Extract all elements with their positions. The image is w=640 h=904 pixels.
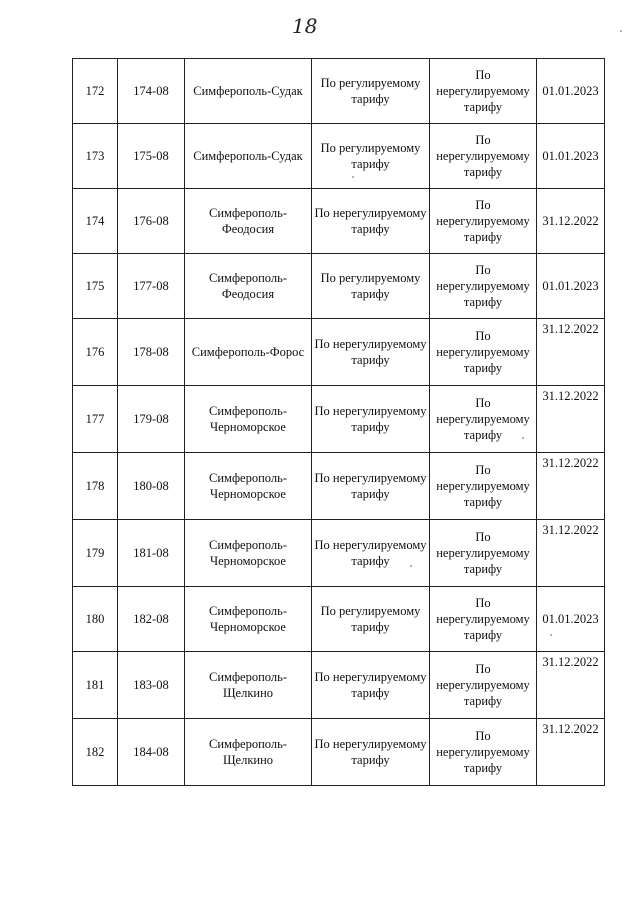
cell-route-name: Симферополь-Черноморское <box>185 453 312 520</box>
cell-tariff-type: По нерегулируемому тарифу <box>312 520 430 587</box>
cell-other-tariff-type: По нерегулируемому тарифу <box>430 652 537 719</box>
cell-other-tariff-type: По нерегулируемому тарифу <box>430 319 537 386</box>
cell-route-code: 182-08 <box>118 587 185 652</box>
table-row <box>73 189 605 254</box>
cell-row-number: 174 <box>73 189 118 254</box>
cell-other-tariff-type: По нерегулируемому тарифу <box>430 719 537 786</box>
cell-tariff-type: По регулируемому тарифу <box>312 124 430 189</box>
cell-route-code: 179-08 <box>118 386 185 453</box>
cell-date: 01.01.2023 <box>537 587 605 652</box>
cell-other-tariff-type: По нерегулируемому тарифу <box>430 587 537 652</box>
cell-other-tariff-type: По нерегулируемому тарифу <box>430 453 537 520</box>
table-row <box>73 652 605 719</box>
cell-date: 31.12.2022 <box>537 319 605 386</box>
cell-other-tariff-type: По нерегулируемому тарифу <box>430 189 537 254</box>
table-row <box>73 124 605 189</box>
cell-date: 31.12.2022 <box>537 719 605 786</box>
cell-tariff-type: По нерегулируемому тарифу <box>312 652 430 719</box>
cell-route-code: 174-08 <box>118 59 185 124</box>
cell-route-name: Симферополь-Феодосия <box>185 189 312 254</box>
cell-route-name: Симферополь-Феодосия <box>185 254 312 319</box>
cell-row-number: 182 <box>73 719 118 786</box>
routes-table-body <box>73 59 605 786</box>
cell-row-number: 173 <box>73 124 118 189</box>
cell-route-name: Симферополь-Черноморское <box>185 386 312 453</box>
cell-route-name: Симферополь-Щелкино <box>185 719 312 786</box>
cell-route-code: 178-08 <box>118 319 185 386</box>
cell-route-code: 181-08 <box>118 520 185 587</box>
cell-tariff-type: По регулируемому тарифу <box>312 587 430 652</box>
cell-row-number: 180 <box>73 587 118 652</box>
cell-tariff-type: По нерегулируемому тарифу <box>312 189 430 254</box>
cell-tariff-type: По нерегулируемому тарифу <box>312 453 430 520</box>
cell-route-name: Симферополь-Судак <box>185 124 312 189</box>
cell-route-name: Симферополь-Судак <box>185 59 312 124</box>
cell-route-code: 180-08 <box>118 453 185 520</box>
cell-other-tariff-type: По нерегулируемому тарифу <box>430 520 537 587</box>
cell-tariff-type: По регулируемому тарифу <box>312 254 430 319</box>
scan-speck <box>620 30 622 32</box>
cell-row-number: 177 <box>73 386 118 453</box>
cell-row-number: 181 <box>73 652 118 719</box>
page-number: 18 <box>292 14 318 38</box>
cell-row-number: 175 <box>73 254 118 319</box>
scan-speck <box>522 437 524 439</box>
table-row <box>73 719 605 786</box>
scan-speck <box>550 634 552 636</box>
cell-other-tariff-type: По нерегулируемому тарифу <box>430 254 537 319</box>
cell-route-code: 184-08 <box>118 719 185 786</box>
cell-date: 01.01.2023 <box>537 59 605 124</box>
table-row <box>73 453 605 520</box>
cell-date: 31.12.2022 <box>537 453 605 520</box>
routes-table <box>72 58 605 786</box>
cell-route-code: 183-08 <box>118 652 185 719</box>
cell-other-tariff-type: По нерегулируемому тарифу <box>430 386 537 453</box>
cell-date: 01.01.2023 <box>537 254 605 319</box>
cell-row-number: 176 <box>73 319 118 386</box>
table-row <box>73 520 605 587</box>
scan-speck <box>352 176 354 178</box>
cell-route-name: Симферополь-Форос <box>185 319 312 386</box>
cell-other-tariff-type: По нерегулируемому тарифу <box>430 124 537 189</box>
cell-date: 31.12.2022 <box>537 652 605 719</box>
cell-row-number: 178 <box>73 453 118 520</box>
table-row <box>73 254 605 319</box>
scan-speck <box>410 565 412 567</box>
cell-route-code: 175-08 <box>118 124 185 189</box>
cell-other-tariff-type: По нерегулируемому тарифу <box>430 59 537 124</box>
cell-date: 31.12.2022 <box>537 386 605 453</box>
cell-tariff-type: По нерегулируемому тарифу <box>312 319 430 386</box>
cell-row-number: 179 <box>73 520 118 587</box>
cell-route-code: 176-08 <box>118 189 185 254</box>
table-row <box>73 59 605 124</box>
cell-date: 31.12.2022 <box>537 520 605 587</box>
table-row <box>73 319 605 386</box>
cell-date: 31.12.2022 <box>537 189 605 254</box>
cell-tariff-type: По нерегулируемому тарифу <box>312 386 430 453</box>
cell-tariff-type: По нерегулируемому тарифу <box>312 719 430 786</box>
cell-route-name: Симферополь-Черноморское <box>185 587 312 652</box>
cell-route-name: Симферополь-Черноморское <box>185 520 312 587</box>
cell-tariff-type: По регулируемому тарифу <box>312 59 430 124</box>
table-row <box>73 587 605 652</box>
cell-route-code: 177-08 <box>118 254 185 319</box>
cell-route-name: Симферополь-Щелкино <box>185 652 312 719</box>
table-row <box>73 386 605 453</box>
cell-date: 01.01.2023 <box>537 124 605 189</box>
cell-row-number: 172 <box>73 59 118 124</box>
